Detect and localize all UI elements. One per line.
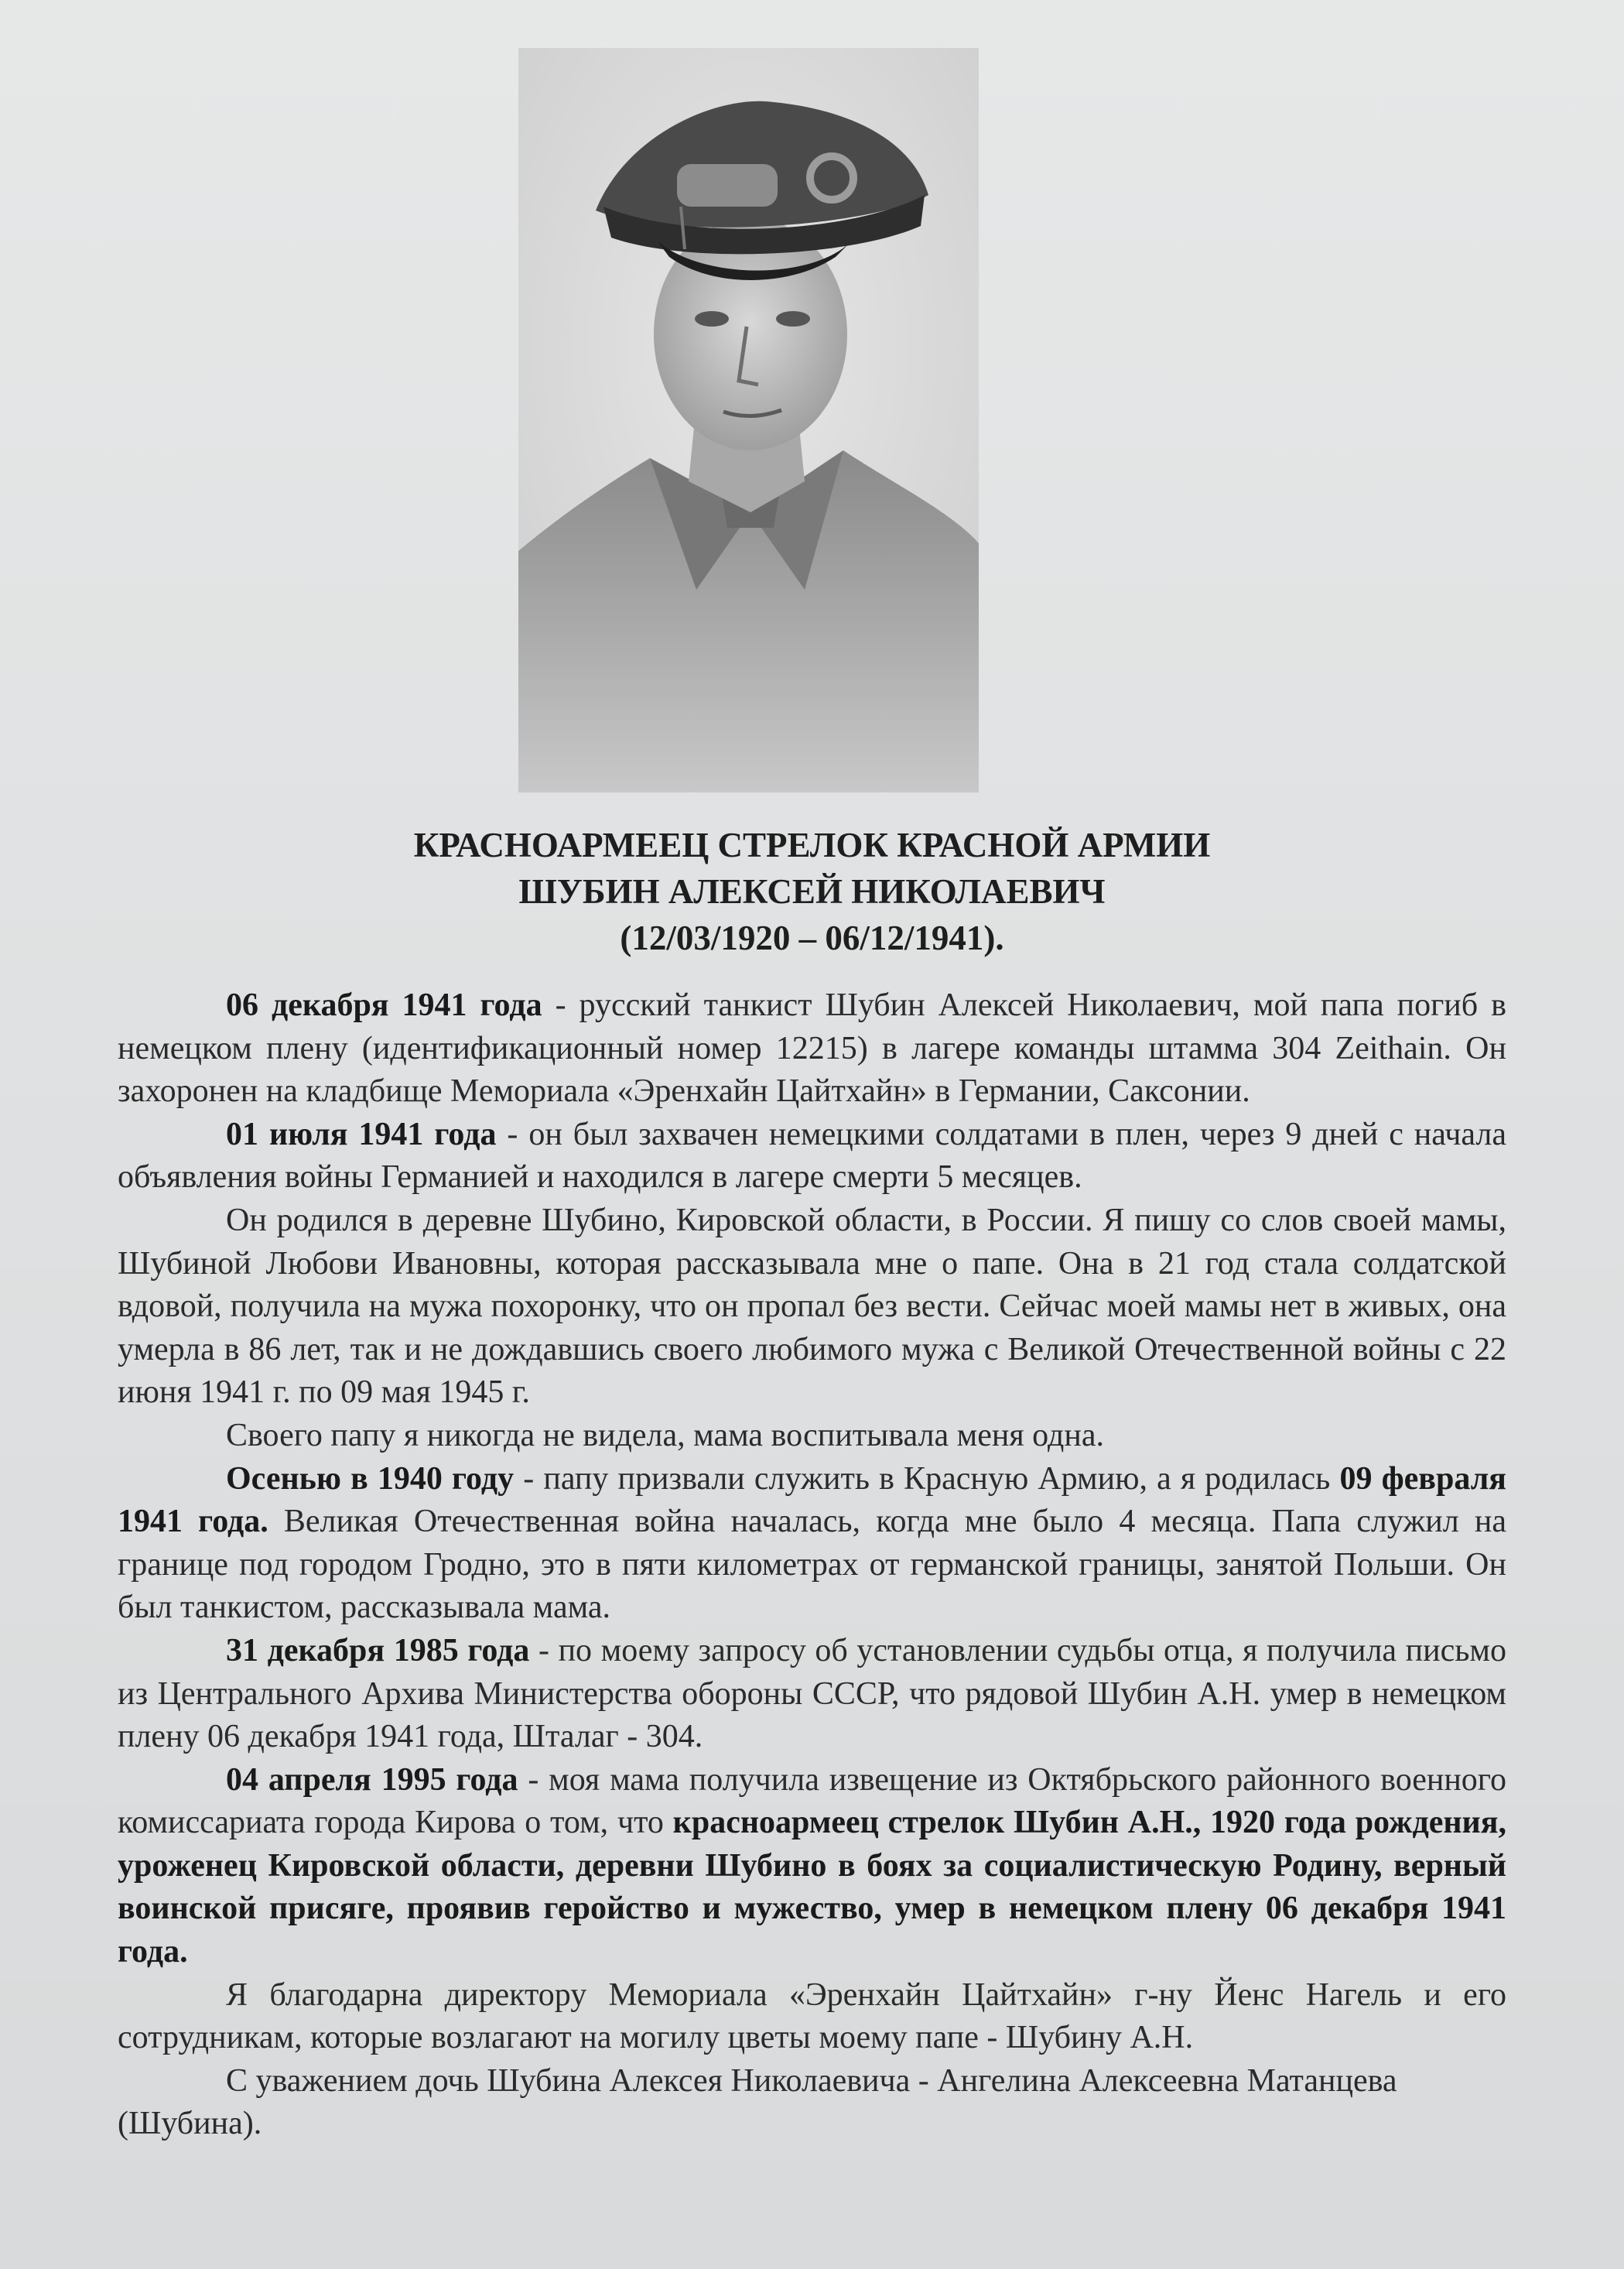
paragraph-7 <box>118 1759 1506 1974</box>
text-6: - по моему запросу об установлении судьбы отца, я получила письмо из Центрального Архива Министерства обороны СССР, что рядовой Шубин А.Н. умер в немецком плену 06 декабря 1941 года, Шталаг - 304. <box>118 1632 1506 1755</box>
date-5b: 09 февраля 1941 года. <box>118 1460 1506 1540</box>
signature-paragraph <box>118 2060 1506 2146</box>
document-body <box>118 984 1506 2146</box>
paragraph-3 <box>118 1200 1506 1415</box>
text-5: - папу призвали служить в Красную Армию, а я родилась <box>514 1460 1340 1497</box>
document-title <box>0 822 1624 961</box>
text-9: С уважением дочь Шубина Алексея Николаевича - Ангелина Алексеевна Матанцева (Шубина). <box>118 2062 1397 2142</box>
paragraph-5 <box>118 1458 1506 1630</box>
text-8: Я благодарна директору Мемориала «Эренхайн Цайтхайн» г-ну Йенс Нагель и его сотрудникам, которые возлагают на могилу цветы моему папе - Шубину А.Н. <box>118 1976 1506 2056</box>
paragraph-2 <box>118 1114 1506 1200</box>
date-6: 31 декабря 1985 года <box>226 1632 530 1668</box>
title-name: ШУБИН АЛЕКСЕЙ НИКОЛАЕВИЧ <box>518 872 1106 911</box>
paragraph-1 <box>118 984 1506 1114</box>
paragraph-6 <box>118 1630 1506 1759</box>
portrait-photo <box>518 48 979 792</box>
text-1: - русский танкист Шубин Алексей Николаевич, мой папа погиб в немецком плену (идентификационный номер 12215) в лагере команды штамма 304 Zeithain. Он захоронен на кладбище Мемориала «Эренхайн Цайтхайн» в Германии, Саксонии. <box>118 987 1506 1110</box>
title-rank: КРАСНОАРМЕЕЦ СТРЕЛОК КРАСНОЙ АРМИИ <box>413 826 1211 864</box>
title-dates: (12/03/1920 – 06/12/1941). <box>620 919 1004 957</box>
date-2: 01 июля 1941 года <box>226 1116 497 1152</box>
date-5: Осенью в 1940 году <box>226 1460 515 1497</box>
date-1: 06 декабря 1941 года <box>226 987 542 1023</box>
text-4: Своего папу я никогда не видела, мама воспитывала меня одна. <box>226 1417 1104 1453</box>
notice-quote: красноармеец стрелок Шубин А.Н., 1920 года рождения, уроженец Кировской области, деревни Шубино в боях за социалистическую Родину, верный воинской присяге, проявив геройство и мужество, умер в немецком плену 06 декабря 1941 года. <box>118 1805 1506 1970</box>
text-7: - моя мама получила извещение из Октябрьского районного военного комиссариата города Кирова о том, что <box>118 1761 1506 1841</box>
text-3: Он родился в деревне Шубино, Кировской области, в России. Я пишу со слов своей мамы, Шубиной Любови Ивановны, которая рассказывала мне о папе. Она в 21 год стала солдатской вдовой, получила на мужа похоронку, что он пропал без вести. Сейчас моей мамы нет в живых, она умерла в 86 лет, так и не дождавшись своего любимого мужа с Великой Отечественной войны с 22 июня 1941 г. по 09 мая 1945 г. <box>118 1202 1506 1411</box>
date-7: 04 апреля 1995 года <box>226 1761 518 1798</box>
paragraph-8 <box>118 1974 1506 2060</box>
text-5b: Великая Отечественная война началась, когда мне было 4 месяца. Папа служил на границе под городом Гродно, это в пяти километрах от германской границы, занятой Польши. Он был танкистом, рассказывала мама. <box>118 1504 1506 1626</box>
text-2: - он был захвачен немецкими солдатами в плен, через 9 дней с начала объявления войны Германией и находился в лагере смерти 5 месяцев. <box>118 1116 1506 1196</box>
paragraph-4 <box>118 1415 1506 1458</box>
